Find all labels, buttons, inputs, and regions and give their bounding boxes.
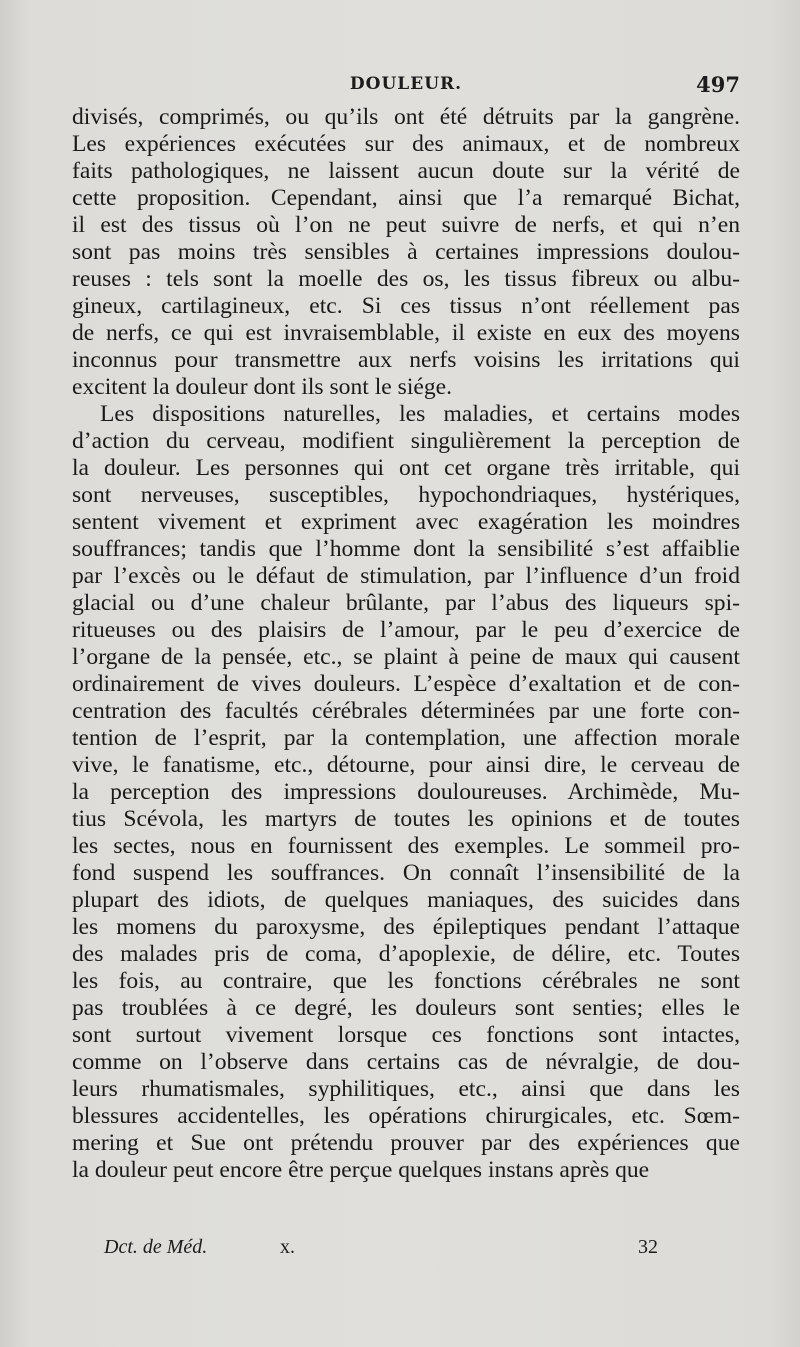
text-line: l’organe de la pensée, etc., se plaint à peine de maux qui causent	[72, 644, 740, 670]
text-line: Les dispositions naturelles, les maladies, et certains modes	[100, 401, 740, 427]
text-line: plupart des idiots, de quelques maniaques, des suicides dans	[72, 887, 740, 913]
text-line: Les expériences exécutées sur des animaux, et de nombreux	[72, 131, 740, 157]
text-line: la douleur peut encore être perçue quelques instans après que	[72, 1157, 650, 1183]
text-line: ritueuses ou des plaisirs de l’amour, par le peu d’exercice de	[72, 617, 740, 643]
running-head: DOULEUR.	[349, 74, 463, 94]
text-line: la perception des impressions douloureuses. Archimède, Mu-	[72, 779, 740, 805]
paragraph	[72, 104, 740, 401]
text-line: reuses : tels sont la moelle des os, les tissus fibreux ou albu-	[72, 266, 740, 292]
page-number: 497	[696, 72, 740, 97]
text-line: fond suspend les souffrances. On connaît l’insensibilité de la	[72, 860, 740, 886]
text-line: inconnus pour transmettre aux nerfs voisins les irritations qui	[72, 347, 740, 373]
page-footer	[72, 1236, 740, 1264]
text-line: pas troublées à ce degré, les douleurs sont senties; elles le	[72, 995, 740, 1021]
signature-title: Dct. de Méd.	[104, 1236, 208, 1258]
page-header	[72, 72, 740, 102]
text-line: leurs rhumatismales, syphilitiques, etc., ainsi que dans les	[72, 1076, 740, 1102]
text-line: cette proposition. Cependant, ainsi que l’a remarqué Bichat,	[72, 185, 740, 211]
text-line: tius Scévola, les martyrs de toutes les opinions et de toutes	[72, 806, 740, 832]
text-line: excitent la douleur dont ils sont le siége.	[72, 374, 453, 400]
text-line: il est des tissus où l’on ne peut suivre de nerfs, et qui n’en	[72, 212, 740, 238]
text-line: comme on l’observe dans certains cas de névralgie, de dou-	[72, 1049, 740, 1075]
paragraph	[72, 401, 740, 1184]
text-line: les fois, au contraire, que les fonctions cérébrales ne sont	[72, 968, 740, 994]
signature-mark: 32	[638, 1236, 658, 1258]
text-line: par l’excès ou le défaut de stimulation, par l’influence d’un froid	[72, 563, 740, 589]
text-line: glacial ou d’une chaleur brûlante, par l’abus des liqueurs spi-	[72, 590, 740, 616]
text-line: de nerfs, ce qui est invraisemblable, il existe en eux des moyens	[72, 320, 740, 346]
text-line: sont surtout vivement lorsque ces fonctions sont intactes,	[72, 1022, 740, 1048]
text-line: gineux, cartilagineux, etc. Si ces tissus n’ont réellement pas	[72, 293, 740, 319]
text-line: centration des facultés cérébrales déterminées par une forte con-	[72, 698, 740, 724]
text-line: vive, le fanatisme, etc., détourne, pour ainsi dire, le cerveau de	[72, 752, 740, 778]
body-text	[72, 104, 740, 1184]
text-line: divisés, comprimés, ou qu’ils ont été détruits par la gangrène.	[72, 104, 740, 130]
text-line: la douleur. Les personnes qui ont cet organe très irritable, qui	[72, 455, 740, 481]
text-line: des malades pris de coma, d’apoplexie, de délire, etc. Toutes	[72, 941, 740, 967]
text-line: ordinairement de vives douleurs. L’espèce d’exaltation et de con-	[72, 671, 740, 697]
text-line: les momens du paroxysme, des épileptiques pendant l’attaque	[72, 914, 740, 940]
text-line: souffrances; tandis que l’homme dont la sensibilité s’est affaiblie	[72, 536, 740, 562]
text-line: sentent vivement et expriment avec exagération les moindres	[72, 509, 740, 535]
text-line: les sectes, nous en fournissent des exemples. Le sommeil pro-	[72, 833, 740, 859]
text-line: mering et Sue ont prétendu prouver par des expériences que	[72, 1130, 740, 1156]
text-line: sont nerveuses, susceptibles, hypochondriaques, hystériques,	[72, 482, 740, 508]
signature-volume: x.	[280, 1236, 295, 1258]
text-line: tention de l’esprit, par la contemplation, une affection morale	[72, 725, 740, 751]
text-line: d’action du cerveau, modifient singulièrement la perception de	[72, 428, 740, 454]
text-line: sont pas moins très sensibles à certaines impressions doulou-	[72, 239, 740, 265]
text-line: blessures accidentelles, les opérations chirurgicales, etc. Sœm-	[72, 1103, 740, 1129]
text-line: faits pathologiques, ne laissent aucun doute sur la vérité de	[72, 158, 740, 184]
